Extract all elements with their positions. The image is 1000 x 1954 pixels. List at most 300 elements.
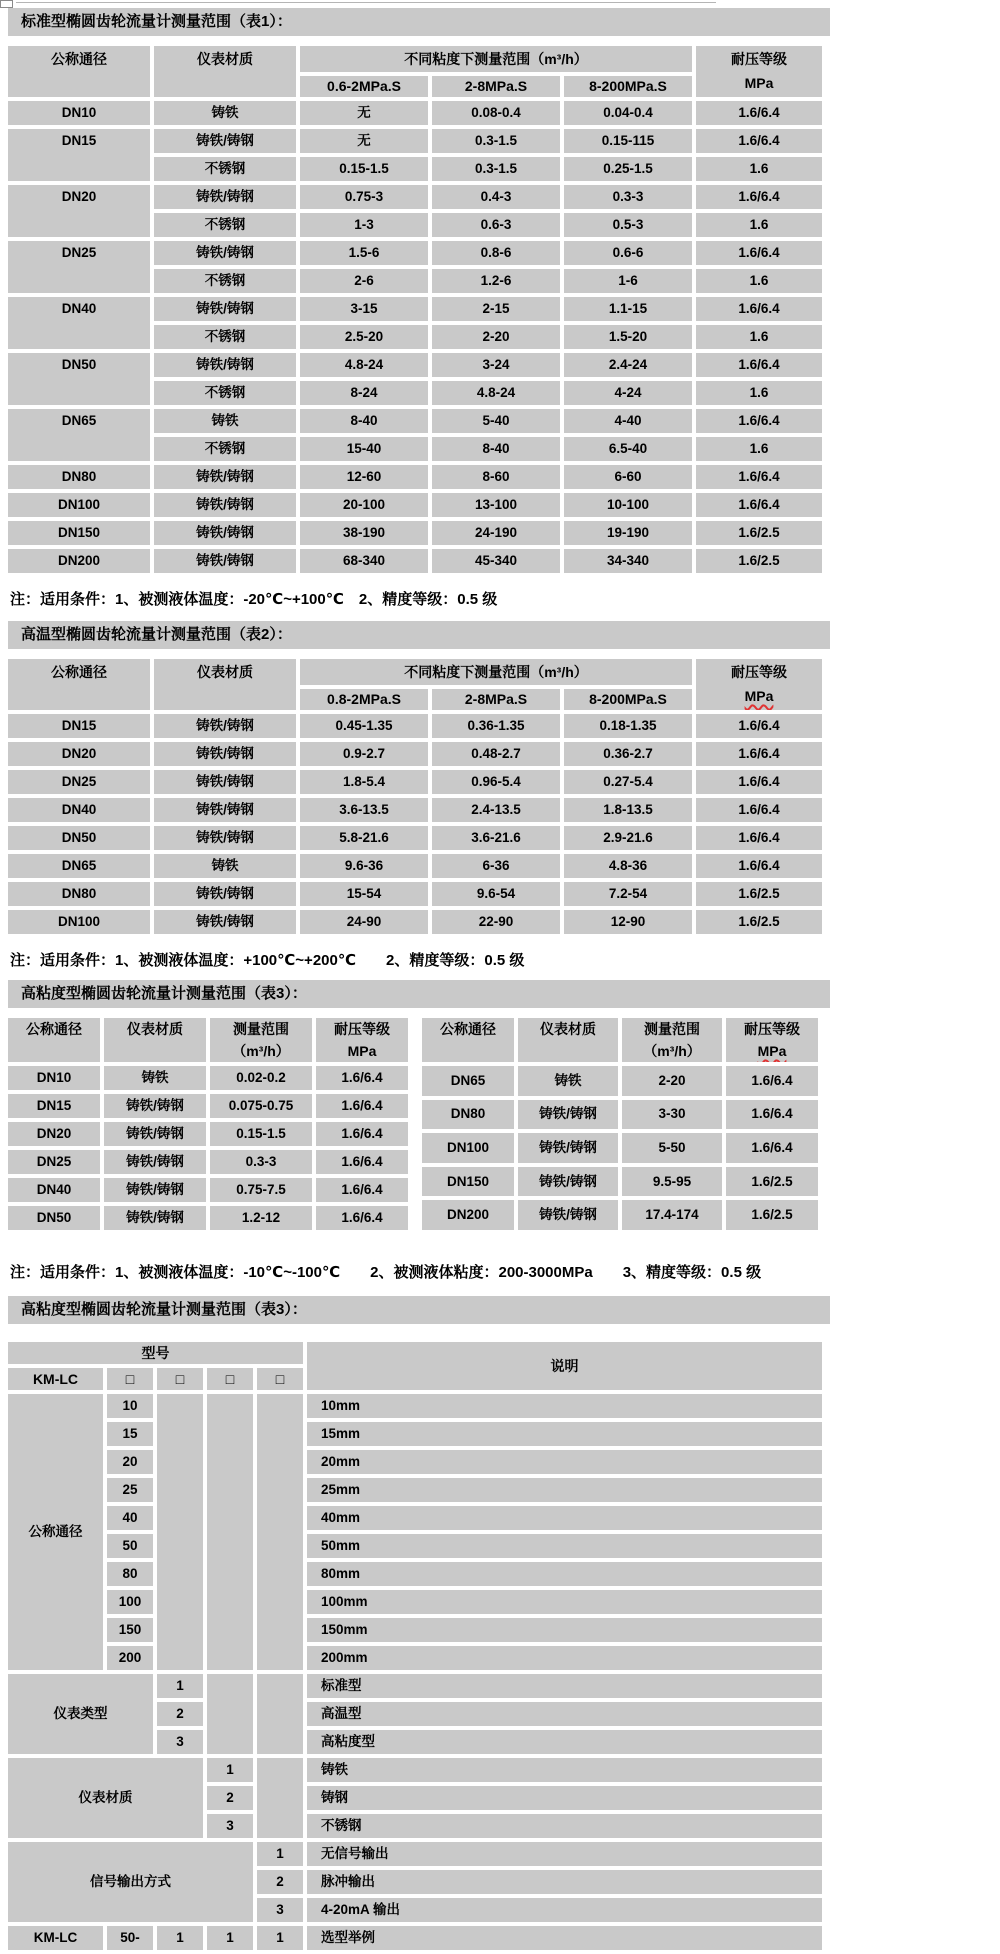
material-cell: 铸铁/铸钢 [104,1094,206,1118]
dn-cell: DN10 [8,101,150,125]
table-row [8,353,822,377]
mpa-cell: 1.6/6.4 [316,1150,408,1174]
visc1-cell: 2.5-20 [300,325,428,349]
material-cell: 铸铁/铸钢 [154,493,296,517]
table2-header-viscosity-group: 不同粘度下测量范围（m³/h） [300,659,692,685]
material-cell: 不锈钢 [154,325,296,349]
material-cell: 铸铁/铸钢 [104,1122,206,1146]
mpa-cell: 1.6/6.4 [726,1100,818,1130]
document-content [8,8,830,1954]
table1-pressure-unit: MPa [744,75,774,91]
desc-cell: 100mm [307,1590,822,1614]
standard-flowmeter-table [4,42,826,577]
range-cell: 0.02-0.2 [210,1066,312,1090]
dn-cell: DN20 [8,185,150,237]
table3-left-header-nominal-diameter [8,1018,100,1062]
material-cell: 铸铁/铸钢 [518,1100,618,1130]
model-header-box-4: □ [257,1368,303,1390]
code-cell: 100 [107,1590,153,1614]
table-row [8,1066,408,1090]
desc-cell: 150mm [307,1618,822,1642]
mpa-cell: 1.6/6.4 [696,297,822,321]
table1-header-row1 [8,46,822,72]
table-row [8,241,822,265]
visc2-cell: 0.3-1.5 [432,129,560,153]
material-cell: 铸铁 [518,1066,618,1096]
material-cell: 铸铁/铸钢 [104,1178,206,1202]
material-cell: 不锈钢 [154,381,296,405]
visc1-cell: 1.8-5.4 [300,770,428,794]
model-table-row [8,1618,822,1642]
table-row [8,770,822,794]
mpa-cell: 1.6/6.4 [316,1178,408,1202]
mpa-cell: 1.6/6.4 [696,185,822,209]
table2-note: 注：适用条件：1、被测液体温度：+100℃~+200℃ 2、精度等级：0.5 级 [10,952,525,969]
table-row [422,1133,818,1163]
table2-pressure-unit-text: MPa [744,688,774,704]
corner-artifact-box [0,0,13,8]
visc3-cell: 1.5-20 [564,325,692,349]
model-table-row [8,1422,822,1446]
table3-right-body [422,1066,818,1230]
table-row [8,1178,408,1202]
dn-cell: DN50 [8,826,150,850]
dn-cell: DN15 [8,129,150,181]
visc3-cell: 1-6 [564,269,692,293]
code-cell: 1 [257,1842,303,1866]
visc2-cell: 22-90 [432,910,560,934]
visc3-cell: 34-340 [564,549,692,573]
material-cell: 铸铁/铸钢 [104,1150,206,1174]
table3-left-header-range [210,1018,312,1062]
table1-subheader-viscosity-1: 0.6-2MPa.S [300,76,428,97]
visc1-cell: 15-54 [300,882,428,906]
code-cell: 20 [107,1450,153,1474]
visc2-cell: 2.4-13.5 [432,798,560,822]
desc-cell: 标准型 [307,1674,822,1698]
model-table-row [8,1758,822,1782]
visc2-cell: 8-60 [432,465,560,489]
visc3-cell: 2.4-24 [564,353,692,377]
dn-cell: DN25 [8,770,150,794]
desc-cell: 高温型 [307,1702,822,1726]
material-cell: 铸铁 [154,409,296,433]
table3-left-header-pressure [316,1018,408,1062]
code-cell: 2 [257,1870,303,1894]
visc2-cell: 2-15 [432,297,560,321]
table-row [8,465,822,489]
dn-cell: DN40 [8,798,150,822]
high-viscosity-table-left [4,1014,412,1234]
table3-right-pressure-label: 耐压等级 [744,1021,800,1037]
material-cell: 铸铁/铸钢 [154,742,296,766]
empty-cell [157,1394,203,1670]
visc1-cell: 无 [300,129,428,153]
table1-body [8,101,822,573]
dn-cell: DN40 [8,1178,100,1202]
empty-cell [207,1674,253,1754]
mpa-cell: 1.6 [696,213,822,237]
desc-cell: 200mm [307,1646,822,1670]
table2-header-nominal-diameter: 公称通径 [8,659,150,710]
dn-cell: DN15 [8,1094,100,1118]
empty-cell [207,1394,253,1670]
visc1-cell: 2-6 [300,269,428,293]
material-cell: 铸铁/铸钢 [154,549,296,573]
material-cell: 铸铁/铸钢 [518,1200,618,1230]
range-cell: 0.075-0.75 [210,1094,312,1118]
range-cell: 0.75-7.5 [210,1178,312,1202]
material-cell: 铸铁/铸钢 [154,353,296,377]
material-cell: 铸铁/铸钢 [154,185,296,209]
dn-cell: DN80 [422,1100,514,1130]
code-cell: 200 [107,1646,153,1670]
desc-cell: 不锈钢 [307,1814,822,1838]
table2-subheader-viscosity-3: 8-200MPa.S [564,689,692,710]
model-header-box-3: □ [207,1368,253,1390]
table1-pressure-label: 耐压等级 [731,51,787,67]
mpa-cell: 1.6/6.4 [696,798,822,822]
visc3-cell: 12-90 [564,910,692,934]
table3-left-range-label: 测量范围 [233,1021,289,1037]
mpa-cell: 1.6/2.5 [726,1167,818,1197]
mpa-cell: 1.6/6.4 [696,742,822,766]
range-cell: 17.4-174 [622,1200,722,1230]
empty-cell [257,1758,303,1838]
dn-cell: DN150 [8,521,150,545]
table3-left-pressure-unit: MPa [347,1043,377,1059]
table3-right-header-material [518,1018,618,1062]
visc3-cell: 10-100 [564,493,692,517]
desc-cell: 4-20mA 输出 [307,1898,822,1922]
desc-cell: 铸钢 [307,1786,822,1810]
mpa-cell: 1.6/2.5 [696,549,822,573]
dn-cell: DN65 [422,1066,514,1096]
dn-cell: DN200 [8,549,150,573]
visc2-cell: 0.08-0.4 [432,101,560,125]
table3-right-range-unit: （m³/h） [643,1043,701,1059]
code-cell: 80 [107,1562,153,1586]
mpa-cell: 1.6/6.4 [696,241,822,265]
material-cell: 铸铁/铸钢 [518,1133,618,1163]
material-cell: 不锈钢 [154,213,296,237]
code-cell: 1 [207,1758,253,1782]
empty-cell [257,1674,303,1754]
visc2-cell: 0.3-1.5 [432,157,560,181]
visc3-cell: 0.15-115 [564,129,692,153]
material-cell: 铸铁/铸钢 [154,465,296,489]
table-row [8,910,822,934]
range-cell: 3-30 [622,1100,722,1130]
model-header-base-code: KM-LC [8,1368,103,1390]
desc-cell: 10mm [307,1394,822,1418]
material-cell: 不锈钢 [154,269,296,293]
section-title-table1 [8,8,830,36]
visc3-cell: 1.1-15 [564,297,692,321]
table-row [8,1150,408,1174]
visc3-cell: 1.8-13.5 [564,798,692,822]
mpa-cell: 1.6/2.5 [726,1200,818,1230]
table-row [8,1122,408,1146]
visc3-cell: 0.27-5.4 [564,770,692,794]
visc1-cell: 3.6-13.5 [300,798,428,822]
mpa-cell: 1.6/6.4 [696,854,822,878]
mpa-cell: 1.6 [696,269,822,293]
table-row [422,1167,818,1197]
visc3-cell: 4.8-36 [564,854,692,878]
visc1-cell: 15-40 [300,437,428,461]
mpa-cell: 1.6/6.4 [696,409,822,433]
table1-subheader-viscosity-2: 2-8MPa.S [432,76,560,97]
visc1-cell: 68-340 [300,549,428,573]
dn-cell: DN50 [8,353,150,405]
visc2-cell: 8-40 [432,437,560,461]
table3-right-range-label: 测量范围 [644,1021,700,1037]
table-row [8,101,822,125]
desc-cell: 15mm [307,1422,822,1446]
code-cell: 1 [157,1674,203,1698]
table-row [8,493,822,517]
table-row [8,742,822,766]
code-cell: 15 [107,1422,153,1446]
visc2-cell: 0.4-3 [432,185,560,209]
visc1-cell: 24-90 [300,910,428,934]
table-row [8,854,822,878]
example-desc-cell: 选型举例 [307,1926,822,1950]
visc2-cell: 3-24 [432,353,560,377]
model-table-row [8,1534,822,1558]
visc3-cell: 0.6-6 [564,241,692,265]
mpa-cell: 1.6/6.4 [316,1066,408,1090]
code-cell: 10 [107,1394,153,1418]
dn-cell: DN65 [8,409,150,461]
dn-cell: DN25 [8,241,150,293]
dn-cell: DN100 [8,493,150,517]
visc2-cell: 3.6-21.6 [432,826,560,850]
table-row [8,826,822,850]
range-cell: 5-50 [622,1133,722,1163]
material-cell: 铸铁/铸钢 [154,798,296,822]
visc2-cell: 6-36 [432,854,560,878]
dn-cell: DN25 [8,1150,100,1174]
code-cell: 2 [207,1786,253,1810]
range-cell: 9.5-95 [622,1167,722,1197]
material-cell: 铸铁 [154,854,296,878]
visc1-cell: 无 [300,101,428,125]
section-title-table1-text: 标准型椭圆齿轮流量计测量范围（表1）： [21,13,292,30]
mpa-cell: 1.6/6.4 [316,1206,408,1230]
table2-pressure-label: 耐压等级 [731,664,787,680]
dn-cell: DN50 [8,1206,100,1230]
desc-cell: 25mm [307,1478,822,1502]
table3-left-body [8,1066,408,1230]
table2-header-pressure-rating [696,659,822,710]
mpa-cell: 1.6/2.5 [696,882,822,906]
visc3-cell: 19-190 [564,521,692,545]
table3-left-header-material [104,1018,206,1062]
material-cell: 铸铁/铸钢 [104,1206,206,1230]
table-row [8,1206,408,1230]
dn-cell: DN40 [8,297,150,349]
model-example-row [8,1926,822,1950]
section-title-table3 [8,980,830,1008]
range-cell: 0.3-3 [210,1150,312,1174]
empty-cell [257,1394,303,1670]
code-cell: 3 [207,1814,253,1838]
mpa-cell: 1.6/6.4 [726,1133,818,1163]
code-cell: 25 [107,1478,153,1502]
group-label-cell: 公称通径 [8,1394,103,1670]
visc3-cell: 0.36-2.7 [564,742,692,766]
visc1-cell: 8-40 [300,409,428,433]
mpa-cell: 1.6/6.4 [696,101,822,125]
visc2-cell: 4.8-24 [432,381,560,405]
table1-subheader-viscosity-3: 8-200MPa.S [564,76,692,97]
model-header-row1 [8,1342,822,1364]
mpa-cell: 1.6/6.4 [316,1122,408,1146]
table-row [8,297,822,321]
dn-cell: DN10 [8,1066,100,1090]
visc3-cell: 6.5-40 [564,437,692,461]
material-cell: 铸铁/铸钢 [518,1167,618,1197]
table-row [422,1200,818,1230]
range-cell: 2-20 [622,1066,722,1096]
visc3-cell: 0.3-3 [564,185,692,209]
section-title-model-table [8,1296,830,1324]
model-table-row [8,1674,822,1698]
table3-right-material-label: 仪表材质 [540,1021,596,1037]
table2-header-row1 [8,659,822,685]
desc-cell: 脉冲输出 [307,1870,822,1894]
table1-header-nominal-diameter: 公称通径 [8,46,150,97]
code-cell: 3 [257,1898,303,1922]
example-code-cell: 50- [107,1926,153,1950]
visc3-cell: 0.18-1.35 [564,714,692,738]
example-code-cell: 1 [207,1926,253,1950]
table3-left-pressure-label: 耐压等级 [334,1021,390,1037]
mpa-cell: 1.6/6.4 [696,465,822,489]
material-cell: 铸铁/铸钢 [154,882,296,906]
section-title-model-table-text: 高粘度型椭圆齿轮流量计测量范围（表3）： [21,1301,307,1318]
dn-cell: DN20 [8,742,150,766]
group-label-cell: 信号输出方式 [8,1842,253,1922]
model-table-row [8,1562,822,1586]
dn-cell: DN200 [422,1200,514,1230]
visc2-cell: 0.36-1.35 [432,714,560,738]
dn-cell: DN80 [8,882,150,906]
table-row [8,129,822,153]
visc1-cell: 8-24 [300,381,428,405]
mpa-cell: 1.6 [696,437,822,461]
visc3-cell: 0.04-0.4 [564,101,692,125]
code-cell: 3 [157,1730,203,1754]
dn-cell: DN100 [8,910,150,934]
material-cell: 铸铁/铸钢 [154,129,296,153]
visc1-cell: 1-3 [300,213,428,237]
dn-cell: DN20 [8,1122,100,1146]
dn-cell: DN100 [422,1133,514,1163]
table3-right-header-nominal-diameter [422,1018,514,1062]
table3-right-pressure-unit-text: MPa [757,1043,787,1059]
visc2-cell: 13-100 [432,493,560,517]
visc2-cell: 0.96-5.4 [432,770,560,794]
group-label-cell: 仪表类型 [8,1674,153,1754]
visc1-cell: 4.8-24 [300,353,428,377]
desc-cell: 高粘度型 [307,1730,822,1754]
dn-cell: DN15 [8,714,150,738]
model-table-row [8,1590,822,1614]
model-table-body [8,1394,822,1950]
mpa-cell: 1.6/2.5 [696,910,822,934]
mpa-cell: 1.6 [696,157,822,181]
visc2-cell: 0.8-6 [432,241,560,265]
visc2-cell: 0.6-3 [432,213,560,237]
section-title-table2-text: 高温型椭圆齿轮流量计测量范围（表2）： [21,626,292,643]
table2-subheader-viscosity-1: 0.8-2MPa.S [300,689,428,710]
visc2-cell: 9.6-54 [432,882,560,906]
table2-pressure-unit [696,685,822,708]
mpa-cell: 1.6/6.4 [316,1094,408,1118]
mpa-cell: 1.6/6.4 [696,493,822,517]
table1-header-viscosity-group: 不同粘度下测量范围（m³/h） [300,46,692,72]
range-cell: 0.15-1.5 [210,1122,312,1146]
table-row [422,1066,818,1096]
mpa-cell: 1.6/6.4 [696,353,822,377]
code-cell: 40 [107,1506,153,1530]
table-row [8,882,822,906]
table2-body [8,714,822,934]
visc1-cell: 1.5-6 [300,241,428,265]
example-code-cell: 1 [257,1926,303,1950]
table3-left-header-row [8,1018,408,1062]
code-cell: 2 [157,1702,203,1726]
model-table-row [8,1506,822,1530]
mpa-cell: 1.6 [696,381,822,405]
table3-pair-container [8,1014,830,1234]
table1-note: 注：适用条件：1、被测液体温度：-20℃~+100℃ 2、精度等级：0.5 级 [10,591,498,608]
visc3-cell: 6-60 [564,465,692,489]
table3-right-header-row [422,1018,818,1062]
table3-right-header-pressure [726,1018,818,1062]
visc1-cell: 0.15-1.5 [300,157,428,181]
table3-right-header-range [622,1018,722,1062]
visc1-cell: 20-100 [300,493,428,517]
desc-cell: 铸铁 [307,1758,822,1782]
desc-cell: 50mm [307,1534,822,1558]
visc2-cell: 24-190 [432,521,560,545]
model-header-box-1: □ [107,1368,153,1390]
table3-left-dn-label: 公称通径 [26,1021,82,1037]
section-title-table3-text: 高粘度型椭圆齿轮流量计测量范围（表3）： [21,985,307,1002]
visc2-cell: 45-340 [432,549,560,573]
mpa-cell: 1.6/6.4 [696,129,822,153]
mpa-cell: 1.6/6.4 [696,770,822,794]
table-row [8,798,822,822]
desc-cell: 20mm [307,1450,822,1474]
mpa-cell: 1.6/2.5 [696,521,822,545]
visc1-cell: 12-60 [300,465,428,489]
table-row [8,185,822,209]
visc1-cell: 0.45-1.35 [300,714,428,738]
table-row [8,714,822,738]
visc3-cell: 4-40 [564,409,692,433]
visc1-cell: 9.6-36 [300,854,428,878]
model-header-box-2: □ [157,1368,203,1390]
material-cell: 不锈钢 [154,157,296,181]
top-border-line [16,2,716,3]
visc3-cell: 2.9-21.6 [564,826,692,850]
mpa-cell: 1.6/6.4 [726,1066,818,1096]
